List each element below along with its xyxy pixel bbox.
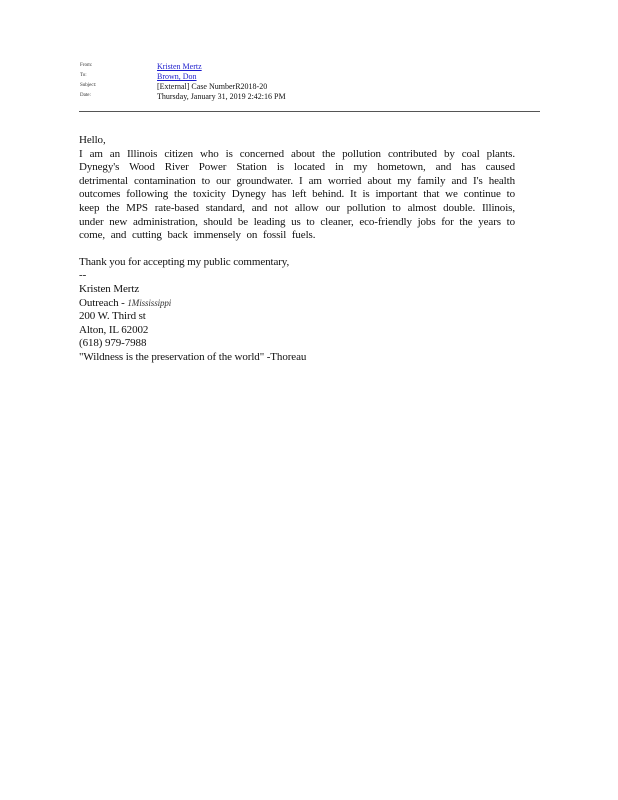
recipient-link[interactable]: Brown, Don: [157, 72, 197, 81]
to-value: [157, 72, 197, 82]
signature-address-line2: Alton, IL 62002: [79, 323, 149, 336]
signature-quote: "Wildness is the preservation of the world" -Thoreau: [79, 350, 307, 363]
date-row: [80, 92, 540, 102]
to-row: [80, 72, 540, 82]
spacer: [79, 243, 515, 256]
header-divider: [79, 111, 540, 112]
email-body: [79, 134, 515, 365]
signature-phone: (618) 979-7988: [79, 337, 147, 350]
signature-organization: [79, 297, 515, 311]
sender-link[interactable]: Kristen Mertz: [157, 62, 202, 71]
from-value: [157, 62, 202, 72]
org-tagline: 1Mississippi: [127, 297, 172, 308]
date-label: Date:: [80, 93, 91, 98]
email-header: [80, 62, 540, 102]
subject-value: [External] Case NumberR2018-20: [157, 82, 268, 91]
org-prefix: Outreach -: [79, 296, 125, 309]
from-row: [80, 62, 540, 72]
signature-name: Kristen Mertz: [79, 282, 140, 295]
to-label: To:: [80, 73, 87, 78]
greeting: Hello,: [79, 134, 106, 146]
closing-line: Thank you for accepting my public commentary,: [79, 255, 290, 268]
date-value: Thursday, January 31, 2019 2:42:16 PM: [157, 92, 286, 101]
signature-separator: --: [79, 269, 87, 282]
subject-label: Subject:: [80, 83, 97, 88]
message-paragraph: I am an Illinois citizen who is concerned about the pollution contributed by coal plants. Dynegy's Wood River Power Station is located in my hometown, and has caused detrimental contamination to our groundwater. I am worried about my family and I's health outcomes following the toxicity Dynegy has left behind. It is important that we continue to keep the MPS rate-based standard, and not allow our pollution to almost double. Illinois, under new administration, should be leading us to cleaner, eco-friendly jobs for the years to come, and cutting back immensely on fossil fuels.: [79, 147, 515, 242]
subject-row: [80, 82, 540, 92]
signature-address-line1: 200 W. Third st: [79, 310, 146, 323]
from-label: From:: [80, 63, 93, 68]
